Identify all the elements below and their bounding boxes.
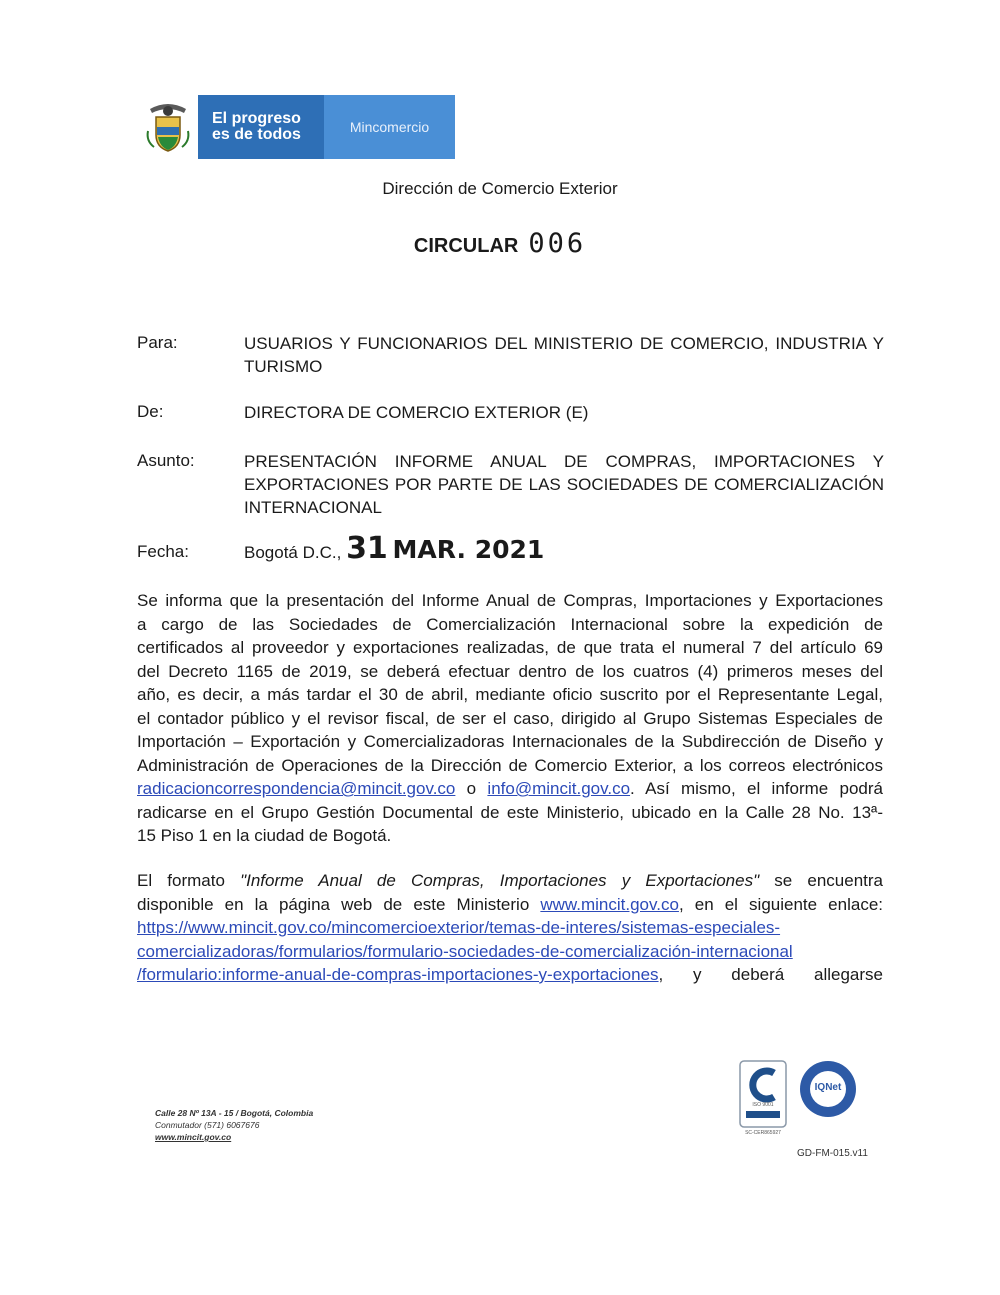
p1-line: Administración de Operaciones de la Dirección de Comercio Exterior, a los correos electrónicos bbox=[137, 755, 883, 775]
circular-label: CIRCULAR bbox=[413, 235, 519, 257]
p1-line: Importación – Exportación y Comercializadoras Internacionales de la Subdirección de Diseño y bbox=[137, 732, 883, 751]
p1-line: a cargo de las Sociedades de Comercialización Internacional sobre la expedición de bbox=[137, 614, 883, 634]
icontec-iso-label: ISO 9001 bbox=[752, 1102, 774, 1108]
ministry-logo bbox=[137, 95, 455, 159]
fecha-month-year-stamp: MAR. 2021 bbox=[392, 535, 545, 564]
para-value bbox=[244, 332, 884, 378]
icontec-certification-icon bbox=[738, 1059, 788, 1141]
iqnet-label: IQNet bbox=[814, 1082, 842, 1093]
fecha-value bbox=[244, 531, 644, 566]
p2-line-2 bbox=[137, 893, 883, 917]
footer-address-block bbox=[155, 1107, 313, 1143]
footer-website[interactable]: www.mincit.gov.co bbox=[155, 1132, 232, 1142]
direction-title: Dirección de Comercio Exterior bbox=[382, 179, 618, 198]
coat-of-arms-icon bbox=[137, 95, 198, 159]
p2-link-line-1 bbox=[137, 916, 883, 940]
email-link-radicacion[interactable]: radicacioncorrespondencia@mincit.gov.co bbox=[137, 779, 456, 798]
asunto-line-2: EXPORTACIONES POR PARTE DE LAS SOCIEDADES DE COMERCIALIZACIÓN bbox=[244, 475, 884, 494]
p2-line-1-rest: se encuentra bbox=[759, 871, 883, 890]
p1-line: Se informa que la presentación del Informe Anual de Compras, Importaciones y Exportaciones bbox=[137, 591, 883, 610]
p2-line-2-rest: , en el siguiente enlace: bbox=[678, 894, 883, 914]
p2-link-line-2 bbox=[137, 940, 883, 964]
p1-line: el contador público y el revisor fiscal, de ser el caso, dirigido al Grupo Sistemas Especiales de bbox=[137, 708, 883, 728]
iqnet-certification-icon bbox=[798, 1059, 858, 1119]
de-value: DIRECTORA DE COMERCIO EXTERIOR (E) bbox=[244, 403, 589, 422]
p1-line-9-rest: . Así mismo, el informe podrá bbox=[630, 779, 883, 798]
para-label: Para: bbox=[137, 333, 178, 352]
p1-line: radicarse en el Grupo Gestión Documental de este Ministerio, ubicado en la Calle 28 No. 13ª- bbox=[137, 802, 883, 822]
footer-phone: Conmutador (571) 6067676 bbox=[155, 1120, 260, 1130]
p2-link-line-3 bbox=[137, 963, 883, 987]
slogan bbox=[198, 95, 324, 159]
icontec-cert-code: SC-CER865927 bbox=[745, 1130, 781, 1136]
asunto-label: Asunto: bbox=[137, 451, 195, 470]
p2-start-text: El formato bbox=[137, 871, 241, 890]
body-paragraph-1 bbox=[137, 589, 883, 848]
footer-address: Calle 28 Nº 13A - 15 / Bogotá, Colombia bbox=[155, 1108, 314, 1118]
p1-line: certificados al proveedor y exportaciones realizadas, de que trata el numeral 7 del artículo 69 bbox=[137, 638, 883, 657]
ministry-name: Mincomercio bbox=[324, 95, 455, 159]
p1-or-text: o bbox=[455, 779, 488, 798]
para-line-2: TURISMO bbox=[244, 357, 323, 376]
body-paragraph-2 bbox=[137, 869, 883, 987]
slogan-line-2: es de todos bbox=[212, 126, 301, 143]
p2-line-5-rest: , y deberá allegarse bbox=[658, 965, 883, 984]
form-title-italic: "Informe Anual de Compras, Importaciones y Exportaciones" bbox=[240, 871, 760, 890]
slogan-line-1: El progreso bbox=[212, 110, 301, 127]
para-line-1: USUARIOS Y FUNCIONARIOS DEL MINISTERIO DE COMERCIO, INDUSTRIA Y bbox=[244, 334, 884, 353]
circular-title bbox=[0, 228, 1000, 259]
asunto-line-1: PRESENTACIÓN INFORME ANUAL DE COMPRAS, IMPORTACIONES Y bbox=[244, 452, 884, 471]
p1-line-emails bbox=[137, 777, 883, 801]
p1-line: del Decreto 1165 de 2019, se deberá efectuar dentro de los cuatros (4) primeros meses del bbox=[137, 661, 883, 681]
email-link-info[interactable]: info@mincit.gov.co bbox=[487, 779, 631, 798]
form-url-link-part-2[interactable]: comercializadoras/formularios/formulario-sociedades-de-comercialización-internacional bbox=[137, 941, 793, 961]
asunto-line-3: INTERNACIONAL bbox=[244, 498, 382, 517]
p2-line-2-text: disponible en la página web de este Ministerio bbox=[137, 894, 541, 914]
fecha-label: Fecha: bbox=[137, 542, 189, 561]
p1-line: año, es decir, a más tardar el 30 de abril, mediante oficio suscrito por el Representante Legal, bbox=[137, 685, 883, 704]
asunto-value bbox=[244, 450, 884, 519]
form-code: GD-FM-015.v11 bbox=[797, 1148, 868, 1159]
fecha-city: Bogotá D.C., bbox=[244, 543, 342, 562]
form-url-link-part-1[interactable]: https://www.mincit.gov.co/mincomercioexterior/temas-de-interes/sistemas-especiales- bbox=[137, 918, 781, 937]
de-label: De: bbox=[137, 402, 164, 421]
form-url-link-part-3[interactable]: /formulario:informe-anual-de-compras-importaciones-y-exportaciones bbox=[137, 965, 659, 984]
website-link[interactable]: www.mincit.gov.co bbox=[540, 894, 679, 914]
certification-logos bbox=[738, 1059, 858, 1141]
fecha-day-stamp: 31 bbox=[346, 531, 388, 566]
p1-line-last: 15 Piso 1 en la ciudad de Bogotá. bbox=[137, 826, 392, 845]
p2-line-1 bbox=[137, 869, 883, 893]
circular-number: 006 bbox=[528, 228, 587, 259]
